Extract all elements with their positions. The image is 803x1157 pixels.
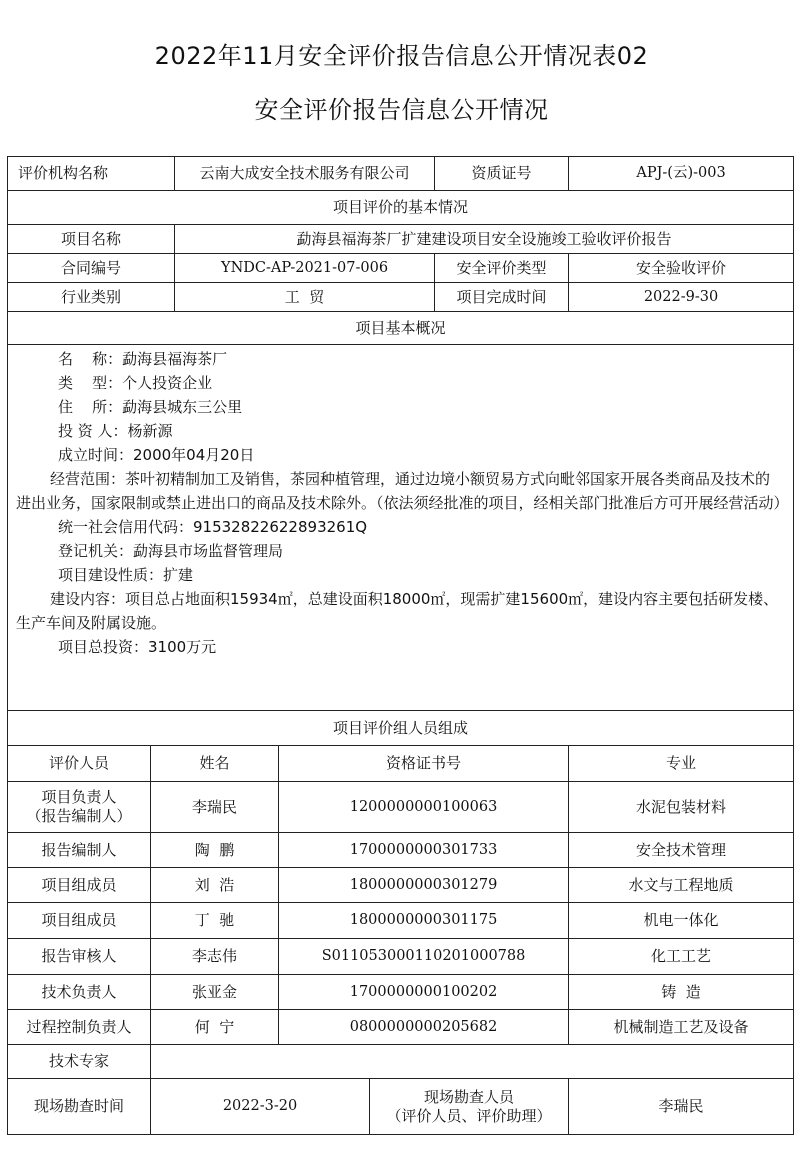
team-role: 报告编制人	[8, 833, 151, 868]
disclosure-table	[7, 156, 794, 1135]
table-row	[8, 903, 794, 939]
org-label: 评价机构名称	[8, 157, 175, 191]
team-cert: S011053000110201000788	[279, 939, 569, 975]
team-major: 机电一体化	[569, 903, 794, 939]
team-major: 铸 造	[569, 975, 794, 1010]
overview-name: 名 称：勐海县福海茶厂	[58, 350, 228, 368]
eval-type-label: 安全评价类型	[435, 254, 569, 283]
team-header-role: 评价人员	[8, 746, 151, 782]
table-row	[8, 939, 794, 975]
team-name: 李瑞民	[151, 782, 279, 833]
industry-value: 工 贸	[175, 283, 435, 312]
team-major: 安全技术管理	[569, 833, 794, 868]
team-cert: 1800000000301279	[279, 868, 569, 903]
site-people-label-line2: （评价人员、评价助理）	[386, 1106, 552, 1125]
team-name: 刘 浩	[151, 868, 279, 903]
table-row	[8, 833, 794, 868]
expert-value	[151, 1045, 794, 1079]
overview-address: 住 所：勐海县城东三公里	[58, 398, 243, 416]
overview-founded: 成立时间：2000年04月20日	[58, 446, 255, 464]
site-time-value: 2022-3-20	[151, 1079, 370, 1135]
overview-scope: 经营范围：茶叶初精制加工及销售，茶园种植管理，通过边境小额贸易方式向毗邻国家开展各类商品及技术的进出业务，国家限制或禁止进出口的商品及技术除外。（依法须经批准的项目，经相关部门批准后方可开展经营活动）	[16, 470, 789, 512]
team-header-name: 姓名	[151, 746, 279, 782]
team-role: 项目组成员	[8, 868, 151, 903]
team-role	[8, 782, 151, 833]
team-role: 技术负责人	[8, 975, 151, 1010]
team-cert: 1200000000100063	[279, 782, 569, 833]
cert-label: 资质证号	[435, 157, 569, 191]
eval-type-value: 安全验收评价	[569, 254, 794, 283]
site-people-label	[370, 1079, 569, 1135]
team-role-line1: 项目负责人	[41, 788, 117, 806]
team-role: 报告审核人	[8, 939, 151, 975]
document-subtitle: 安全评价报告信息公开情况	[254, 96, 549, 124]
team-role: 过程控制负责人	[8, 1010, 151, 1045]
overview-type: 类 型：个人投资企业	[58, 374, 213, 392]
team-major: 水文与工程地质	[569, 868, 794, 903]
team-role: 项目组成员	[8, 903, 151, 939]
team-cert: 1700000000100202	[279, 975, 569, 1010]
table-row	[8, 1010, 794, 1045]
overview-construction: 建设内容：项目总占地面积15934㎡，总建设面积18000㎡，现需扩建15600㎡，建设内容主要包括研发楼、生产车间及附属设施。	[16, 590, 779, 632]
site-row	[8, 1079, 794, 1135]
team-major: 机械制造工艺及设备	[569, 1010, 794, 1045]
finish-value: 2022-9-30	[569, 283, 794, 312]
project-name-label: 项目名称	[8, 225, 175, 254]
site-people-value: 李瑞民	[569, 1079, 794, 1135]
team-major: 化工工艺	[569, 939, 794, 975]
team-header-cert: 资格证书号	[279, 746, 569, 782]
site-time-label: 现场勘查时间	[8, 1079, 151, 1135]
overview-credit-code: 统一社会信用代码：91532822622893261Q	[58, 518, 368, 536]
team-name: 李志伟	[151, 939, 279, 975]
team-name: 何 宁	[151, 1010, 279, 1045]
team-cert: 0800000000205682	[279, 1010, 569, 1045]
contract-label: 合同编号	[8, 254, 175, 283]
org-value: 云南大成安全技术服务有限公司	[175, 157, 435, 191]
team-header-row	[8, 746, 794, 782]
industry-label: 行业类别	[8, 283, 175, 312]
team-section-header: 项目评价组人员组成	[8, 711, 794, 746]
expert-row	[8, 1045, 794, 1079]
document-title: 2022年11月安全评价报告信息公开情况表02	[154, 42, 649, 70]
contract-value: YNDC-AP-2021-07-006	[175, 254, 435, 283]
basic-section-header: 项目评价的基本情况	[8, 191, 794, 225]
overview-content	[8, 345, 794, 711]
team-role-line2: （报告编制人）	[26, 807, 132, 825]
table-row	[8, 868, 794, 903]
overview-investor: 投 资 人：杨新源	[58, 422, 173, 440]
project-name-value: 勐海县福海茶厂扩建建设项目安全设施竣工验收评价报告	[175, 225, 794, 254]
team-cert: 1700000000301733	[279, 833, 569, 868]
team-name: 张亚金	[151, 975, 279, 1010]
cert-value: APJ-(云)-003	[569, 157, 794, 191]
overview-section-header: 项目基本概况	[8, 312, 794, 345]
site-people-label-line1: 现场勘查人员	[424, 1087, 515, 1106]
overview-registrar: 登记机关：勐海县市场监督管理局	[58, 542, 284, 560]
team-name: 丁 驰	[151, 903, 279, 939]
team-header-major: 专业	[569, 746, 794, 782]
team-name: 陶 鹏	[151, 833, 279, 868]
table-row	[8, 782, 794, 833]
org-row	[8, 157, 794, 191]
overview-investment: 项目总投资：3100万元	[58, 638, 217, 656]
overview-nature: 项目建设性质：扩建	[58, 566, 194, 584]
team-major: 水泥包装材料	[569, 782, 794, 833]
team-cert: 1800000000301175	[279, 903, 569, 939]
finish-label: 项目完成时间	[435, 283, 569, 312]
expert-label: 技术专家	[8, 1045, 151, 1079]
table-row	[8, 975, 794, 1010]
